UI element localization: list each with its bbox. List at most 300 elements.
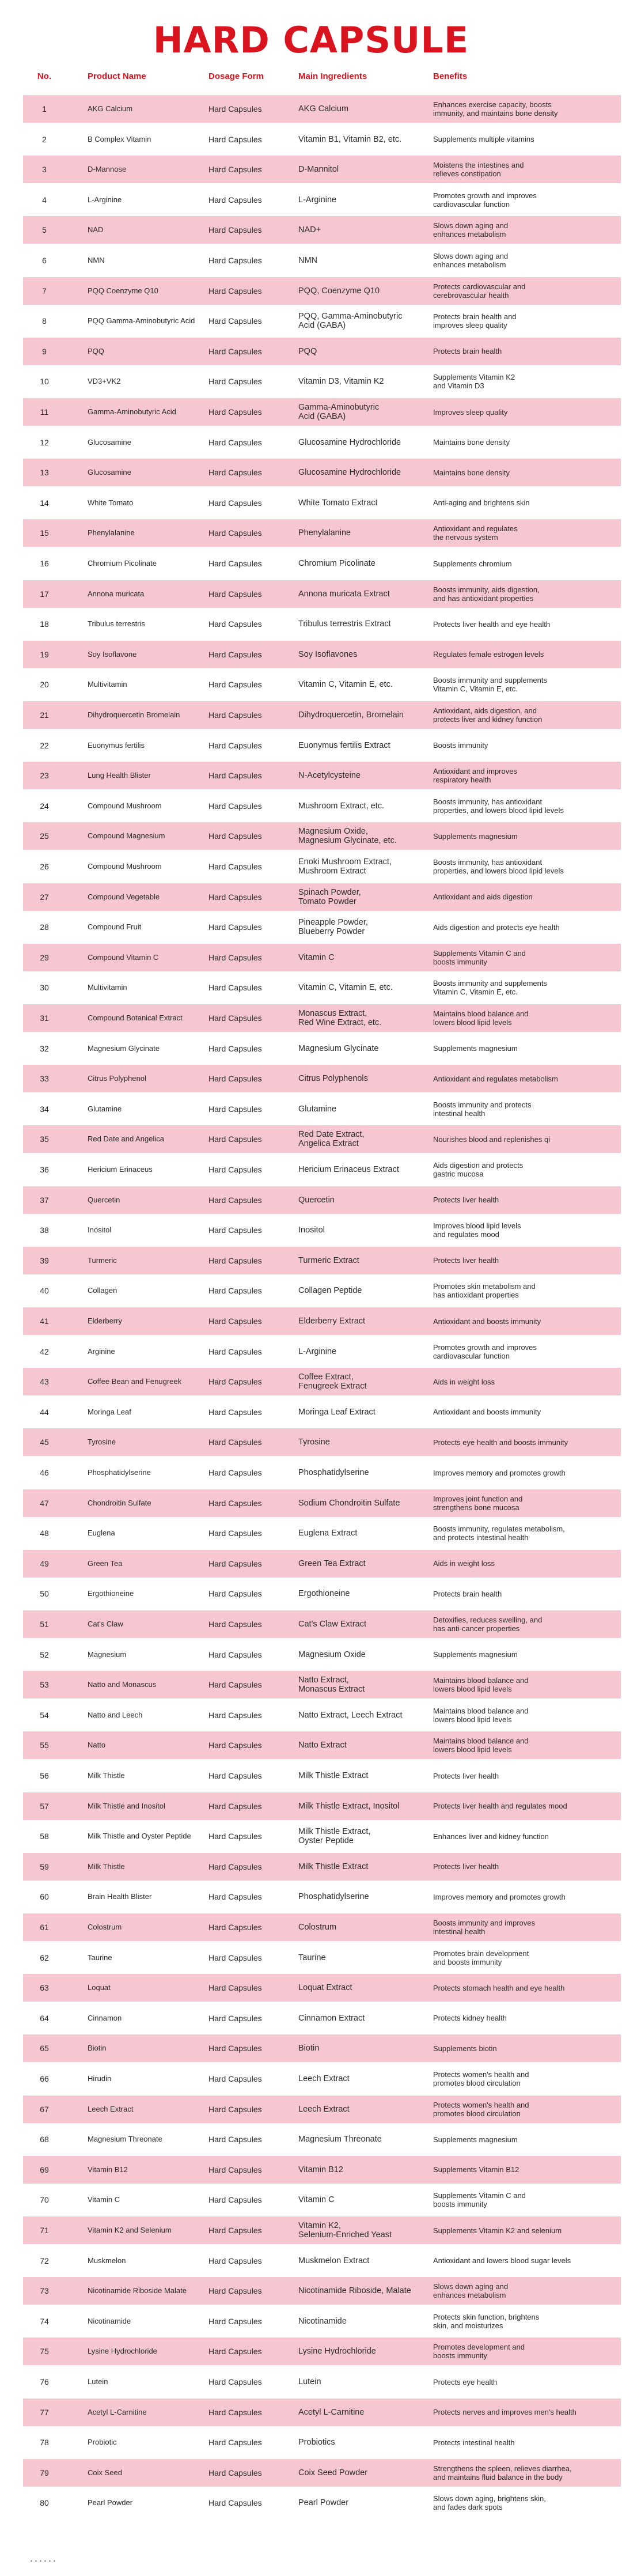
table-row bbox=[23, 2399, 621, 2426]
product-name: Acetyl L-Carnitine bbox=[88, 2407, 147, 2416]
dosage-form: Hard Capsules bbox=[208, 2438, 262, 2448]
dosage-form: Hard Capsules bbox=[208, 2468, 262, 2477]
row-number: 13 bbox=[40, 468, 49, 478]
product-name: D-Mannose bbox=[88, 165, 127, 174]
row-number: 80 bbox=[40, 2498, 49, 2508]
table-row bbox=[23, 822, 621, 850]
benefits: Protects eye health and boosts immunity bbox=[433, 1438, 568, 1447]
benefits: Slows down aging and enhances metabolism bbox=[433, 221, 509, 239]
main-ingredients: Vitamin B12 bbox=[298, 2165, 343, 2174]
table-row bbox=[23, 2459, 621, 2487]
benefits: Supplements Vitamin K2 and Vitamin D3 bbox=[433, 373, 515, 391]
product-name: Compound Vitamin C bbox=[88, 952, 159, 962]
dosage-form: Hard Capsules bbox=[208, 528, 262, 538]
main-ingredients: Magnesium Oxide, Magnesium Glycinate, etc. bbox=[298, 827, 397, 846]
product-name: Brain Health Blister bbox=[88, 1892, 152, 1901]
benefits: Promotes development and boosts immunity bbox=[433, 2343, 525, 2361]
table-row bbox=[23, 216, 621, 244]
main-ingredients: Hericium Erinaceus Extract bbox=[298, 1165, 399, 1174]
product-name: Dihydroquercetin Bromelain bbox=[88, 710, 180, 719]
row-number: 74 bbox=[40, 2316, 49, 2326]
benefits: Protects liver health bbox=[433, 1862, 499, 1871]
main-ingredients: Annona muricata Extract bbox=[298, 589, 390, 599]
row-number: 43 bbox=[40, 1377, 49, 1387]
table-row bbox=[23, 2368, 621, 2396]
dosage-form: Hard Capsules bbox=[208, 437, 262, 447]
row-number: 57 bbox=[40, 1801, 49, 1811]
row-number: 12 bbox=[40, 437, 49, 447]
product-name: NMN bbox=[88, 256, 105, 264]
dosage-form: Hard Capsules bbox=[208, 862, 262, 871]
row-number: 37 bbox=[40, 1195, 49, 1205]
table-row bbox=[23, 429, 621, 456]
row-number: 2 bbox=[42, 134, 47, 144]
table-row bbox=[23, 1641, 621, 1669]
product-name: Gamma-Aminobutyric Acid bbox=[88, 407, 176, 416]
row-number: 46 bbox=[40, 1468, 49, 1477]
row-number: 16 bbox=[40, 559, 49, 568]
product-name: Milk Thistle bbox=[88, 1862, 125, 1871]
product-name: Inositol bbox=[88, 1225, 112, 1235]
main-ingredients: NMN bbox=[298, 256, 318, 265]
benefits: Moistens the intestines and relieves constipation bbox=[433, 161, 524, 179]
benefits: Supplements Vitamin K2 and selenium bbox=[433, 2226, 562, 2235]
dosage-form: Hard Capsules bbox=[208, 801, 262, 811]
main-ingredients: Natto Extract, Leech Extract bbox=[298, 1710, 403, 1720]
product-name: Tribulus terrestris bbox=[88, 619, 145, 629]
main-ingredients: Quercetin bbox=[298, 1195, 335, 1205]
row-number: 31 bbox=[40, 1013, 49, 1023]
header-benefits: Benefits bbox=[433, 71, 468, 81]
row-number: 69 bbox=[40, 2165, 49, 2174]
row-number: 63 bbox=[40, 1983, 49, 1993]
table-row bbox=[23, 1095, 621, 1123]
main-ingredients: Citrus Polyphenols bbox=[298, 1074, 368, 1084]
table-row bbox=[23, 580, 621, 608]
benefits: Slows down aging and enhances metabolism bbox=[433, 2282, 509, 2300]
row-number: 21 bbox=[40, 710, 49, 720]
product-name: Glucosamine bbox=[88, 437, 131, 447]
row-number: 17 bbox=[40, 589, 49, 599]
product-name: Coix Seed bbox=[88, 2468, 122, 2477]
main-ingredients: Glucosamine Hydrochloride bbox=[298, 437, 401, 447]
table-row bbox=[23, 247, 621, 274]
product-name: Nicotinamide bbox=[88, 2316, 131, 2325]
benefits: Protects women's health and promotes blood circulation bbox=[433, 2070, 529, 2087]
row-number: 35 bbox=[40, 1134, 49, 1144]
table-row bbox=[23, 2065, 621, 2093]
dosage-form: Hard Capsules bbox=[208, 1498, 262, 1508]
product-name: Natto and Monascus bbox=[88, 1680, 157, 1689]
main-ingredients: Mushroom Extract, etc. bbox=[298, 801, 385, 811]
product-name: Cinnamon bbox=[88, 2013, 122, 2022]
table-row bbox=[23, 671, 621, 698]
main-ingredients: Collagen Peptide bbox=[298, 1286, 362, 1296]
benefits: Anti-aging and brightens skin bbox=[433, 498, 530, 508]
row-number: 5 bbox=[42, 225, 47, 235]
dosage-form: Hard Capsules bbox=[208, 407, 262, 417]
main-ingredients: Magnesium Threonate bbox=[298, 2135, 382, 2144]
table-row bbox=[23, 1428, 621, 1456]
row-number: 59 bbox=[40, 1862, 49, 1871]
dosage-form: Hard Capsules bbox=[208, 2135, 262, 2144]
product-name: NAD bbox=[88, 225, 104, 234]
product-name: Annona muricata bbox=[88, 589, 145, 598]
header-main-ingredients: Main Ingredients bbox=[298, 71, 367, 81]
product-name: Natto and Leech bbox=[88, 1710, 143, 1719]
product-name: Milk Thistle and Oyster Peptide bbox=[88, 1832, 191, 1841]
dosage-form: Hard Capsules bbox=[208, 1953, 262, 1962]
main-ingredients: Leech Extract bbox=[298, 2074, 350, 2083]
benefits: Protects skin function, brightens skin, and moisturizes bbox=[433, 2312, 540, 2330]
product-name: Compound Mushroom bbox=[88, 801, 162, 810]
more-indicator: ...... bbox=[30, 2552, 58, 2564]
main-ingredients: Pineapple Powder, Blueberry Powder bbox=[298, 918, 368, 937]
benefits: Boosts immunity, has antioxidant properties, and lowers blood lipid levels bbox=[433, 858, 564, 875]
row-number: 73 bbox=[40, 2286, 49, 2296]
main-ingredients: Biotin bbox=[298, 2044, 320, 2053]
product-name: Citrus Polyphenol bbox=[88, 1074, 146, 1083]
row-number: 7 bbox=[42, 286, 47, 296]
row-number: 15 bbox=[40, 528, 49, 538]
benefits: Supplements multiple vitamins bbox=[433, 135, 534, 144]
row-number: 71 bbox=[40, 2226, 49, 2235]
product-name: Nicotinamide Riboside Malate bbox=[88, 2286, 187, 2295]
dosage-form: Hard Capsules bbox=[208, 1134, 262, 1144]
dosage-form: Hard Capsules bbox=[208, 1862, 262, 1871]
benefits: Maintains blood balance and lowers blood lipid levels bbox=[433, 1676, 529, 1694]
row-number: 44 bbox=[40, 1407, 49, 1417]
row-number: 60 bbox=[40, 1892, 49, 1902]
table-row bbox=[23, 398, 621, 426]
product-name: Phenylalanine bbox=[88, 528, 135, 538]
table-row bbox=[23, 1731, 621, 1759]
benefits: Maintains bone density bbox=[433, 468, 510, 477]
benefits: Improves sleep quality bbox=[433, 407, 508, 417]
main-ingredients: Taurine bbox=[298, 1953, 326, 1962]
benefits: Protects liver health bbox=[433, 1256, 499, 1265]
main-ingredients: Cinnamon Extract bbox=[298, 2013, 365, 2023]
dosage-form: Hard Capsules bbox=[208, 649, 262, 659]
dosage-form: Hard Capsules bbox=[208, 922, 262, 932]
benefits: Supplements Vitamin B12 bbox=[433, 2165, 519, 2174]
product-name: Hirudin bbox=[88, 2074, 112, 2083]
product-name: Compound Magnesium bbox=[88, 831, 165, 841]
dosage-form: Hard Capsules bbox=[208, 1165, 262, 1174]
benefits: Supplements magnesium bbox=[433, 2135, 518, 2144]
dosage-form: Hard Capsules bbox=[208, 1620, 262, 1629]
row-number: 19 bbox=[40, 649, 49, 659]
row-number: 18 bbox=[40, 619, 49, 629]
header-no: No. bbox=[37, 71, 52, 81]
main-ingredients: Euglena Extract bbox=[298, 1529, 358, 1538]
main-ingredients: D-Mannitol bbox=[298, 165, 339, 175]
table-row bbox=[23, 519, 621, 547]
dosage-form: Hard Capsules bbox=[208, 1529, 262, 1538]
table-row bbox=[23, 913, 621, 941]
product-name: Milk Thistle bbox=[88, 1771, 125, 1780]
main-ingredients: Natto Extract bbox=[298, 1741, 347, 1750]
main-ingredients: Turmeric Extract bbox=[298, 1255, 359, 1265]
table-row bbox=[23, 2216, 621, 2244]
table-row bbox=[23, 641, 621, 668]
table-row bbox=[23, 1307, 621, 1335]
product-name: Elderberry bbox=[88, 1317, 122, 1325]
dosage-form: Hard Capsules bbox=[208, 2316, 262, 2326]
dosage-form: Hard Capsules bbox=[208, 165, 262, 175]
dosage-form: Hard Capsules bbox=[208, 619, 262, 629]
benefits: Improves blood lipid levels and regulates mood bbox=[433, 1221, 521, 1239]
benefits: Antioxidant and regulates the nervous system bbox=[433, 524, 518, 542]
main-ingredients: Glutamine bbox=[298, 1104, 337, 1114]
product-name: Pearl Powder bbox=[88, 2498, 133, 2507]
main-ingredients: Spinach Powder, Tomato Powder bbox=[298, 887, 361, 906]
row-number: 58 bbox=[40, 1832, 49, 1841]
row-number: 42 bbox=[40, 1346, 49, 1356]
row-number: 8 bbox=[42, 316, 47, 326]
row-number: 75 bbox=[40, 2347, 49, 2356]
table-row bbox=[23, 489, 621, 517]
table-row bbox=[23, 2095, 621, 2123]
product-name: Euglena bbox=[88, 1529, 115, 1538]
table-row bbox=[23, 792, 621, 820]
dosage-form: Hard Capsules bbox=[208, 559, 262, 568]
dosage-form: Hard Capsules bbox=[208, 1741, 262, 1750]
product-name: Vitamin K2 and Selenium bbox=[88, 2226, 172, 2234]
row-number: 6 bbox=[42, 256, 47, 265]
row-number: 66 bbox=[40, 2074, 49, 2083]
main-ingredients: Acetyl L-Carnitine bbox=[298, 2407, 365, 2417]
main-ingredients: Dihydroquercetin, Bromelain bbox=[298, 710, 404, 720]
benefits: Improves joint function and strengthens bone mucosa bbox=[433, 1494, 523, 1512]
row-number: 56 bbox=[40, 1771, 49, 1780]
dosage-form: Hard Capsules bbox=[208, 1923, 262, 1932]
table-row bbox=[23, 338, 621, 365]
product-name: Multivitamin bbox=[88, 680, 127, 689]
row-number: 33 bbox=[40, 1074, 49, 1084]
product-name: Compound Fruit bbox=[88, 922, 142, 932]
table-row bbox=[23, 1247, 621, 1274]
product-name: Compound Botanical Extract bbox=[88, 1013, 183, 1022]
table-row bbox=[23, 1701, 621, 1729]
table-row bbox=[23, 2308, 621, 2335]
main-ingredients: L-Arginine bbox=[298, 1346, 337, 1356]
header-product-name: Product Name bbox=[88, 71, 146, 81]
table-row bbox=[23, 2034, 621, 2062]
main-ingredients: Magnesium Glycinate bbox=[298, 1043, 379, 1053]
table-row bbox=[23, 762, 621, 789]
main-ingredients: Enoki Mushroom Extract, Mushroom Extract bbox=[298, 857, 392, 876]
row-number: 29 bbox=[40, 952, 49, 962]
dosage-form: Hard Capsules bbox=[208, 1801, 262, 1811]
main-ingredients: AKG Calcium bbox=[298, 104, 349, 114]
main-ingredients: Ergothioneine bbox=[298, 1589, 350, 1599]
benefits: Boosts immunity bbox=[433, 741, 488, 750]
product-name: Magnesium Threonate bbox=[88, 2135, 162, 2144]
row-number: 11 bbox=[40, 407, 49, 417]
row-number: 45 bbox=[40, 1438, 49, 1447]
benefits: Boosts immunity and supplements Vitamin C, Vitamin E, etc. bbox=[433, 676, 547, 694]
table-row bbox=[23, 1338, 621, 1365]
product-name: VD3+VK2 bbox=[88, 377, 121, 386]
main-ingredients: Coix Seed Powder bbox=[298, 2468, 368, 2477]
table-row bbox=[23, 1156, 621, 1183]
dosage-form: Hard Capsules bbox=[208, 1286, 262, 1296]
main-ingredients: Tyrosine bbox=[298, 1438, 330, 1447]
benefits: Promotes brain development and boosts immunity bbox=[433, 1949, 529, 1966]
main-ingredients: Pearl Powder bbox=[298, 2498, 349, 2508]
main-ingredients: PQQ, Coenzyme Q10 bbox=[298, 286, 380, 296]
main-ingredients: Phosphatidylserine bbox=[298, 1892, 369, 1902]
table-row bbox=[23, 1822, 621, 1850]
benefits: Maintains blood balance and lowers blood lipid levels bbox=[433, 1737, 529, 1754]
table-row bbox=[23, 974, 621, 1001]
benefits: Boosts immunity, aids digestion, and has antioxidant properties bbox=[433, 585, 540, 603]
main-ingredients: PQQ, Gamma-Aminobutyric Acid (GABA) bbox=[298, 312, 403, 331]
product-name: Green Tea bbox=[88, 1559, 123, 1568]
row-number: 70 bbox=[40, 2195, 49, 2205]
product-name: Collagen bbox=[88, 1286, 117, 1295]
main-ingredients: Nicotinamide Riboside, Malate bbox=[298, 2286, 411, 2296]
dosage-form: Hard Capsules bbox=[208, 1255, 262, 1265]
dosage-form: Hard Capsules bbox=[208, 1074, 262, 1084]
product-name: Vitamin B12 bbox=[88, 2165, 128, 2174]
benefits: Boosts immunity and supplements Vitamin C, Vitamin E, etc. bbox=[433, 979, 547, 997]
table-row bbox=[23, 1277, 621, 1304]
main-ingredients: Green Tea Extract bbox=[298, 1559, 366, 1568]
dosage-form: Hard Capsules bbox=[208, 680, 262, 690]
benefits: Slows down aging, brightens skin, and fades dark spots bbox=[433, 2494, 546, 2512]
benefits: Antioxidant and boosts immunity bbox=[433, 1408, 541, 1417]
row-number: 10 bbox=[40, 377, 49, 387]
product-name: Moringa Leaf bbox=[88, 1407, 131, 1416]
benefits: Supplements Vitamin C and boosts immunity bbox=[433, 2191, 526, 2209]
table-row bbox=[23, 1519, 621, 1547]
table-row bbox=[23, 459, 621, 486]
main-ingredients: Colostrum bbox=[298, 1923, 337, 1932]
table-row bbox=[23, 1792, 621, 1820]
dosage-form: Hard Capsules bbox=[208, 1407, 262, 1417]
main-ingredients: Milk Thistle Extract bbox=[298, 1862, 369, 1871]
benefits: Boosts immunity and improves intestinal health bbox=[433, 1919, 536, 1936]
row-number: 20 bbox=[40, 680, 49, 690]
dosage-form: Hard Capsules bbox=[208, 2104, 262, 2114]
table-row bbox=[23, 2277, 621, 2305]
dosage-form: Hard Capsules bbox=[208, 1771, 262, 1780]
table-row bbox=[23, 1368, 621, 1395]
product-name: Glucosamine bbox=[88, 468, 131, 477]
benefits: Improves memory and promotes growth bbox=[433, 1468, 566, 1477]
dosage-form: Hard Capsules bbox=[208, 225, 262, 235]
dosage-form: Hard Capsules bbox=[208, 2074, 262, 2083]
table-row bbox=[23, 186, 621, 214]
row-number: 30 bbox=[40, 983, 49, 993]
row-number: 76 bbox=[40, 2377, 49, 2386]
dosage-form: Hard Capsules bbox=[208, 2013, 262, 2023]
dosage-form: Hard Capsules bbox=[208, 1892, 262, 1902]
table-row bbox=[23, 1125, 621, 1153]
product-name: B Complex Vitamin bbox=[88, 134, 151, 143]
benefits: Boosts immunity, has antioxidant properties, and lowers blood lipid levels bbox=[433, 797, 564, 815]
row-number: 9 bbox=[42, 346, 47, 356]
dosage-form: Hard Capsules bbox=[208, 831, 262, 841]
main-ingredients: L-Arginine bbox=[298, 195, 337, 205]
table-row bbox=[23, 1459, 621, 1486]
row-number: 22 bbox=[40, 740, 49, 750]
main-ingredients: Elderberry Extract bbox=[298, 1317, 366, 1326]
product-name: Phosphatidylserine bbox=[88, 1468, 151, 1477]
benefits: Maintains bone density bbox=[433, 438, 510, 447]
product-name: PQQ Gamma-Aminobutyric Acid bbox=[88, 316, 195, 326]
benefits: Supplements magnesium bbox=[433, 1044, 518, 1053]
row-number: 67 bbox=[40, 2104, 49, 2114]
benefits: Protects nerves and improves men's health bbox=[433, 2408, 577, 2417]
dosage-form: Hard Capsules bbox=[208, 1983, 262, 1993]
table-row bbox=[23, 701, 621, 729]
dosage-form: Hard Capsules bbox=[208, 346, 262, 356]
product-name: L-Arginine bbox=[88, 195, 122, 204]
dosage-form: Hard Capsules bbox=[208, 952, 262, 962]
dosage-form: Hard Capsules bbox=[208, 2165, 262, 2174]
benefits: Protects kidney health bbox=[433, 2014, 507, 2023]
product-name: Hericium Erinaceus bbox=[88, 1165, 153, 1174]
benefits: Maintains blood balance and lowers blood lipid levels bbox=[433, 1706, 529, 1724]
dosage-form: Hard Capsules bbox=[208, 2226, 262, 2235]
benefits: Boosts immunity, regulates metabolism, and protects intestinal health bbox=[433, 1525, 565, 1542]
table-row bbox=[23, 2489, 621, 2517]
table-row bbox=[23, 944, 621, 971]
main-ingredients: Milk Thistle Extract, Oyster Peptide bbox=[298, 1827, 371, 1846]
table-row bbox=[23, 2247, 621, 2275]
dosage-form: Hard Capsules bbox=[208, 1680, 262, 1690]
dosage-form: Hard Capsules bbox=[208, 1559, 262, 1568]
benefits: Boosts immunity and protects intestinal health bbox=[433, 1100, 532, 1118]
product-name: Magnesium bbox=[88, 1650, 127, 1659]
row-number: 3 bbox=[42, 165, 47, 175]
table-row bbox=[23, 277, 621, 305]
benefits: Supplements Vitamin C and boosts immunity bbox=[433, 948, 526, 966]
row-number: 28 bbox=[40, 922, 49, 932]
main-ingredients: Probiotics bbox=[298, 2438, 335, 2448]
row-number: 52 bbox=[40, 1650, 49, 1659]
product-name: PQQ Coenzyme Q10 bbox=[88, 286, 158, 295]
product-name: Chondroitin Sulfate bbox=[88, 1498, 151, 1507]
benefits: Antioxidant and aids digestion bbox=[433, 892, 533, 902]
table-row bbox=[23, 2429, 621, 2456]
benefits: Regulates female estrogen levels bbox=[433, 650, 544, 659]
product-name: Euonymus fertilis bbox=[88, 740, 145, 750]
dosage-form: Hard Capsules bbox=[208, 1468, 262, 1477]
row-number: 64 bbox=[40, 2013, 49, 2023]
row-number: 53 bbox=[40, 1680, 49, 1690]
dosage-form: Hard Capsules bbox=[208, 2377, 262, 2386]
table-row bbox=[23, 1944, 621, 1972]
product-name: Red Date and Angelica bbox=[88, 1134, 164, 1144]
main-ingredients: Loquat Extract bbox=[298, 1983, 352, 1993]
dosage-form: Hard Capsules bbox=[208, 1225, 262, 1235]
benefits: Supplements magnesium bbox=[433, 1650, 518, 1659]
dosage-form: Hard Capsules bbox=[208, 1195, 262, 1205]
table-row bbox=[23, 1883, 621, 1911]
benefits: Aids in weight loss bbox=[433, 1559, 495, 1568]
dosage-form: Hard Capsules bbox=[208, 2498, 262, 2508]
product-name: Natto bbox=[88, 1741, 106, 1750]
dosage-form: Hard Capsules bbox=[208, 316, 262, 326]
dosage-form: Hard Capsules bbox=[208, 1346, 262, 1356]
row-number: 32 bbox=[40, 1043, 49, 1053]
row-number: 54 bbox=[40, 1710, 49, 1720]
dosage-form: Hard Capsules bbox=[208, 1317, 262, 1326]
